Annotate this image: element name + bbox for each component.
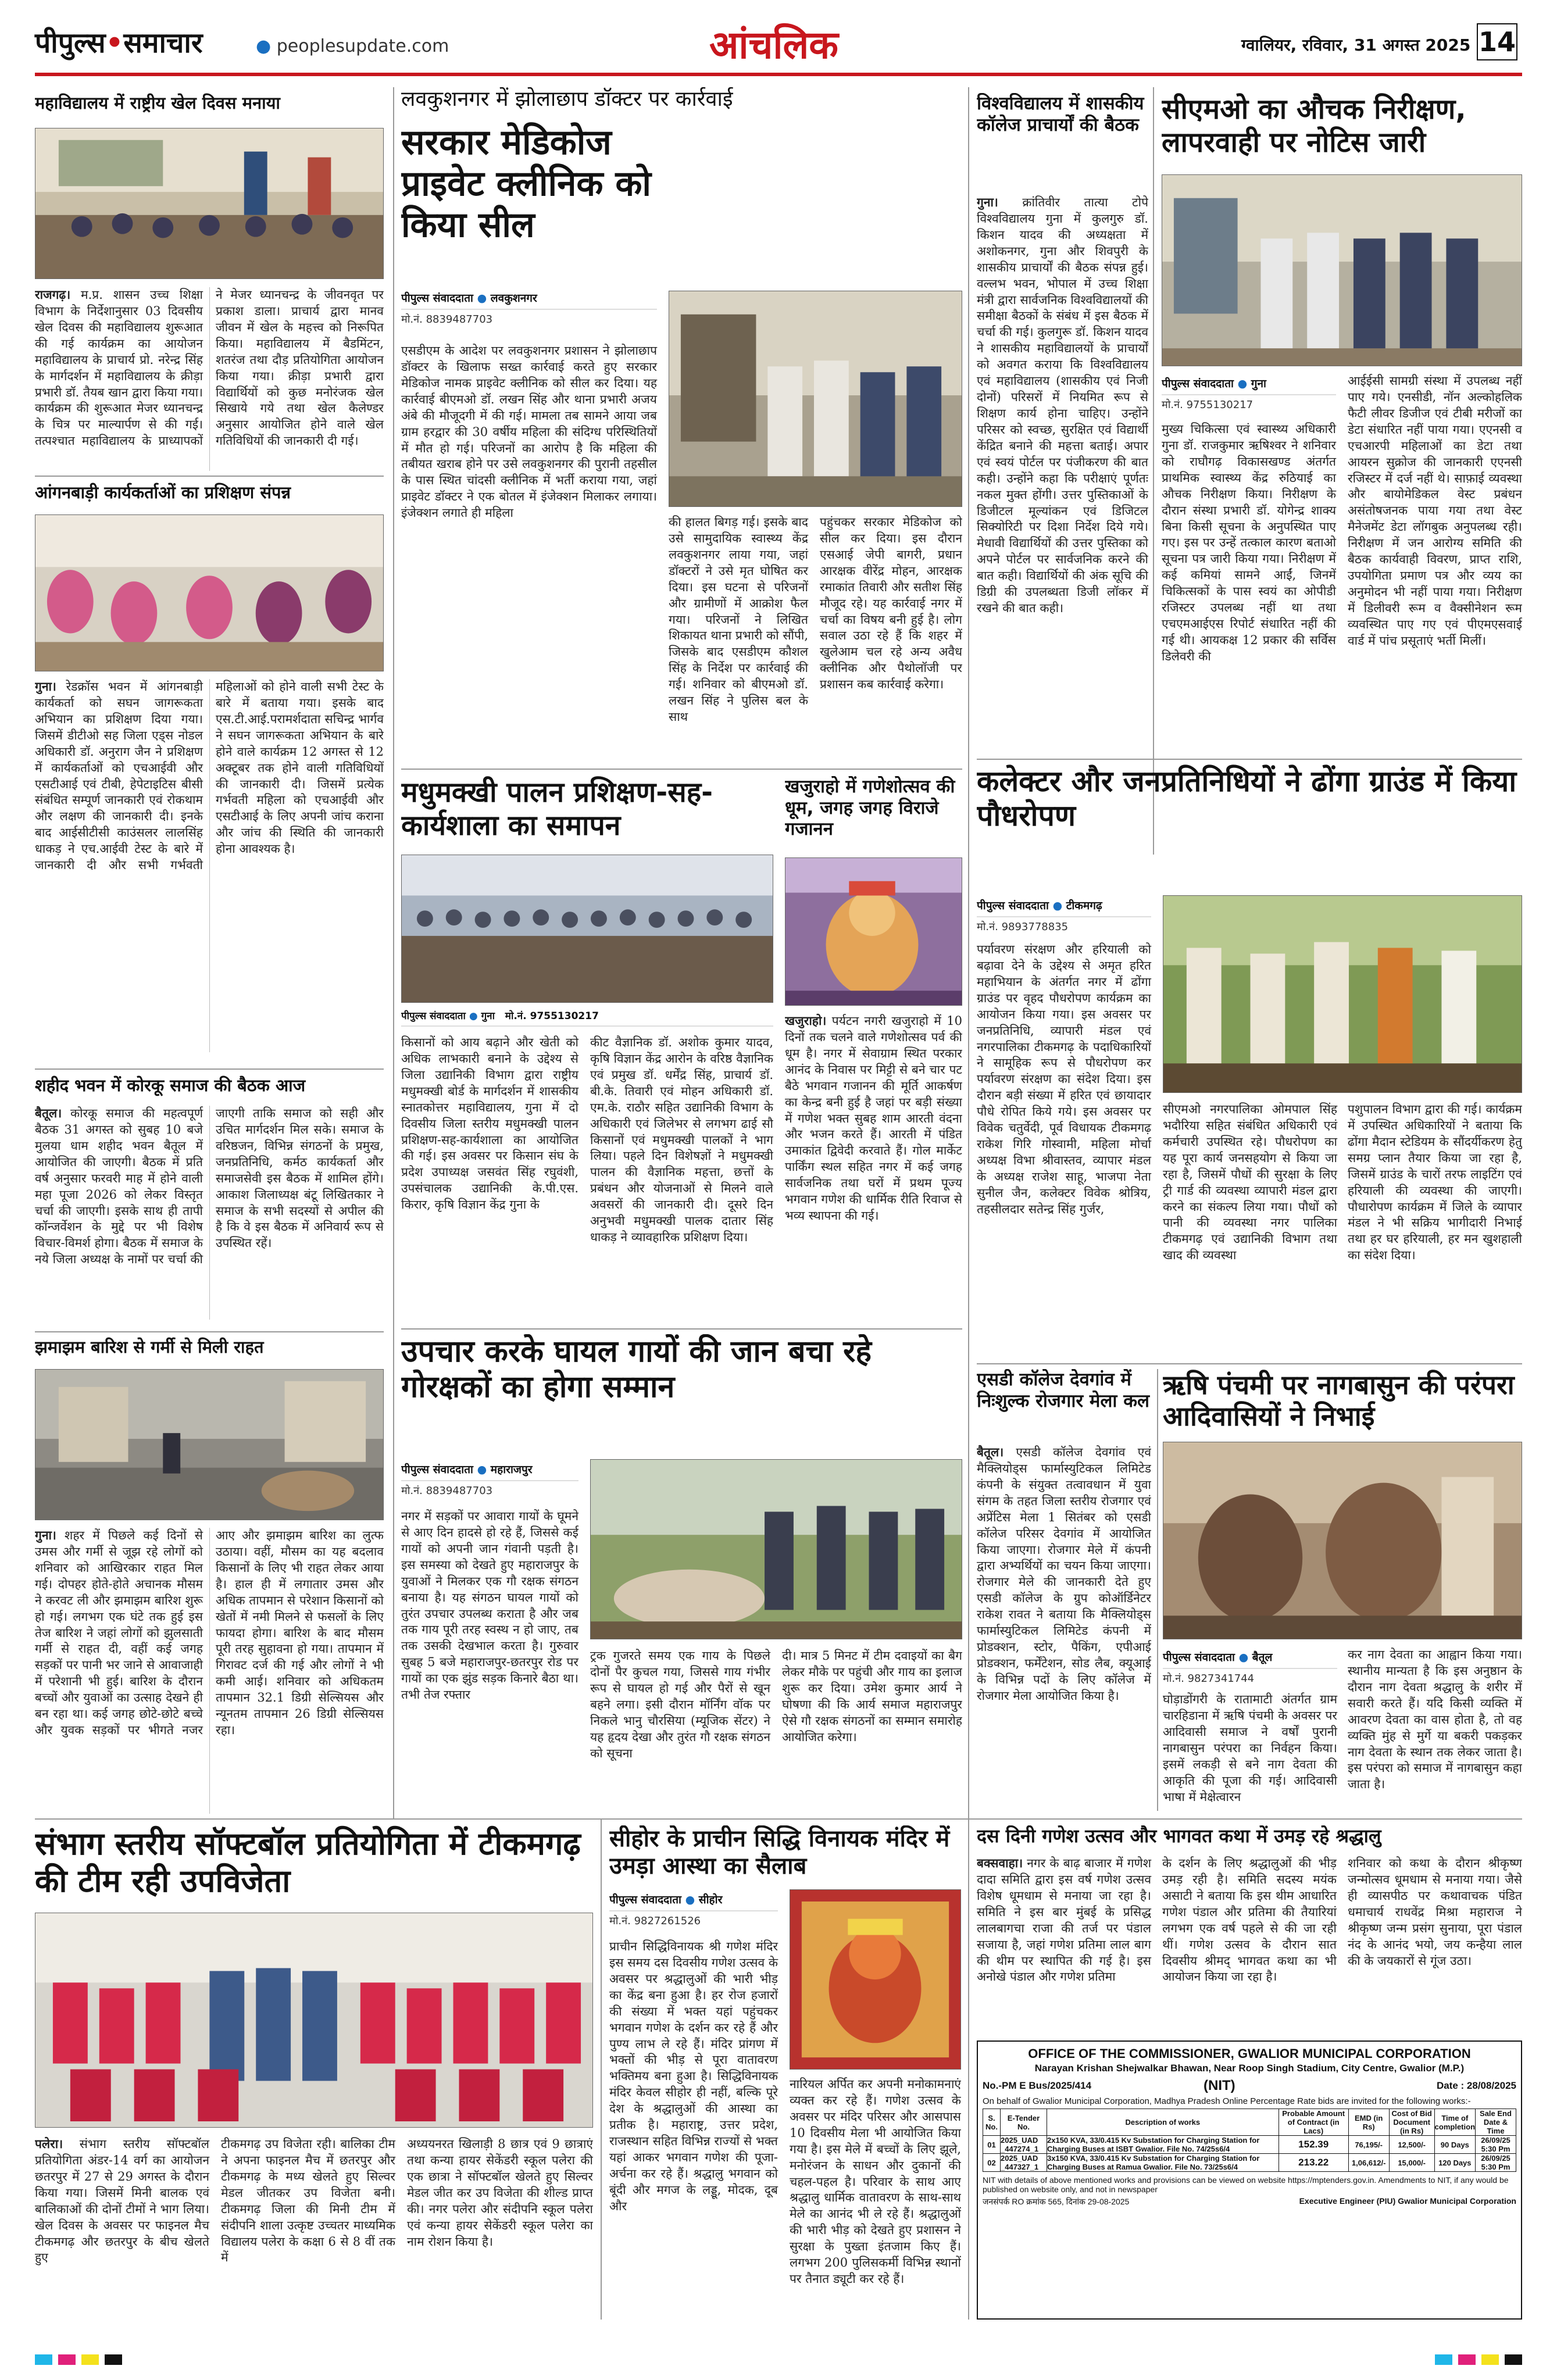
- news-photo: [1163, 895, 1522, 1093]
- article-body-col2: नारियल अर्पित कर अपनी मनोकामनाएं व्यक्त कर रहे हैं। गणेश उत्सव के अवसर पर मंदिर परिसर और आसपास 10 दिवसीय मेला भी आयोजित किया गया है। इस मेले में बच्चों के लिए झूले, मनोरंजन के साधन और दुकानों की चहल-पहल है। परिवार के साथ आए श्रद्धालु धार्मिक वातावरण के साथ-साथ मेले का आनंद भी ले रहे हैं। श्रद्धालुओं की भारी भीड़ को देखते हुए प्रशासन ने सुरक्षा के पुख्ता इंतजाम किए हैं। लगभग 200 पुलिसकर्मी विभिन्न स्थानों पर तैनात ड्यूटी कर रहे हैं।: [790, 2077, 961, 2286]
- column-divider: [601, 1820, 602, 2320]
- article-body-col2: ट्रक गुजरते समय एक गाय के पिछले दोनों पैर कुचल गया, जिससे गाय गंभीर रूप से घायल हो गई और पैरों से खून बहने लगा। इसी दौरान मॉर्निंग वॉक पर निकले भानु चौरसिया (म्यूजिक सेंटर) ने यह हृदय देखा और तुरंत गौ रक्षक संगठन को सूचना: [590, 1649, 770, 1760]
- headline[interactable]: दस दिनी गणेश उत्सव और भागवत कथा में उमड़ रहे श्रद्धालु: [977, 1825, 1381, 1847]
- article-body-col3: पशुपालन विभाग द्वारा की गई। कार्यक्रम में उपस्थित अधिकारियों ने बताया कि ढोंगा मैदान स्टेडियम के सौंदर्यीकरण हेतु समग्र प्लान तैयार किया जा रहा है, जिसमें ग्राउंड के चारों तरफ लाइटिंग एवं हरियाली की व्यवस्था की जाएगी। पौधारोपण कार्यक्रम में जिले के व्यापार मंडल ने भी सक्रिय भागीदारी निभाई तथा हर घर हरियाली, हर मन खुशहाली का संदेश दिया।: [1348, 1102, 1522, 1263]
- cyan-swatch: [35, 2354, 52, 2365]
- globe-icon: ●: [256, 36, 272, 56]
- magenta-swatch: [1458, 2354, 1476, 2365]
- tender-ro: जनसंपर्क RO क्रमांक 565, दिनांक 29-08-2025: [983, 2197, 1130, 2206]
- tender-note: NIT with details of above mentioned works and provisions can be viewed on website https://mptenders.gov.in. Amendments to NIT, if any would be published on website only, and not in newspaper: [983, 2175, 1509, 2194]
- magenta-swatch: [58, 2354, 76, 2365]
- news-photo: [790, 1889, 961, 2070]
- mobile-number: मो.नं. 9755130217: [1162, 399, 1254, 411]
- article-nagbasun-tradition: [1163, 1369, 1522, 1811]
- article-korku-meeting: [35, 1075, 384, 1320]
- black-swatch: [1505, 2354, 1522, 2365]
- cyan-swatch: [1435, 2354, 1452, 2365]
- yellow-swatch: [1481, 2354, 1499, 2365]
- tender-intro: On behalf of Gwalior Municipal Corporation, Madhya Pradesh Online Percentage Rate bids are invited for the following works:-: [983, 2096, 1471, 2106]
- tender-table: [983, 2109, 1516, 2172]
- clinic-seal-photo: [669, 291, 962, 506]
- plantation-photo: [1163, 896, 1522, 1092]
- bullet-icon: ●: [477, 1463, 487, 1476]
- health-centre-photo: [1162, 175, 1522, 366]
- article-body: गुना। शहर में पिछले कई दिनों से उमस और गर्मी से जूझ रहे लोगों को शनिवार को आखिरकार राहत मिल गई। दोपहर होते-होते अचानक मौसम ने करवट ली और झमाझम बारिश शुरू हो गई। लगभग एक घंटे तक हुई इस तेज बारिश ने जहां लोगों को झुलसाती गर्मी से राहत दी, वहीं कई जगह सड़कों पर पानी भर जाने से आवाजाही में परेशानी भी हुई। बारिश के दौरान बच्चों और युवाओं का उत्साह देखने ही बन रहा था। कई जगह छोटे-छोटे बच्चे और युवक सड़कों पर भीगते नजर आए और झमाझम बारिश का लुत्फ उठाया। वहीं, मौसम का यह बदलाव किसानों के लिए भी राहत लेकर आया है। हाल ही में लगातार उमस और अधिक तापमान से परेशान किसानों को खेतों में नमी मिलने से फसलों के लिए फायदा होगा। बारिश के बाद मौसम पूरी तरह सुहावना हो गया। तापमान में गिरावट दर्ज की गई और लोगों ने भी कमी आई। शनिवार को अधिकतम तापमान 32.1 डिग्री सेल्सियस और न्यूनतम तापमान 26 डिग्री सेल्सियस रहा।: [35, 1528, 384, 1738]
- yellow-swatch: [81, 2354, 99, 2365]
- column-divider: [393, 87, 394, 1820]
- tender-address: Narayan Krishan Shejwalkar Bhawan, Near Roop Singh Stadium, City Centre, Gwalior (M.P.): [1034, 2063, 1465, 2074]
- article-body-col2: आईईसी सामग्री संस्था में उपलब्ध नहीं पाए गये। एनसीडी, नॉन अल्कोहलिक फैटी लीवर डिजीज एवं टीबी मरीजों का डेटा संधारित नहीं पाया गया। एएनसी व एचआरपी महिलाओं का डेटा तथा आयरन सुक्रोज की जानकारी एएनसी रजिस्टर में दर्ज नहीं थे। साफ़ाई व्यवस्था और बायोमेडिकल वेस्ट प्रबंधन असंतोषजनक पाया गया तथा वेस्ट मैनेजमेंट डेटा लॉगबुक अनुपलब्ध रही। निरीक्षण में जन आरोग्य समिति की बैठक कार्यवाही विवरण, प्राप्त राशि, उपयोगिता प्रमाण पत्र और व्यय का अनुमोदन भी नहीं पाया गया। निरीक्षण में डिलीवरी रूम व वैक्सीनेशन रूम व्यवस्थित पाए गए एवं पीएमएसवाई वार्ड में पांच प्रसूताएं भर्ती मिलीं।: [1348, 374, 1522, 648]
- headline[interactable]: शहीद भवन में कोरकू समाज की बैठक आज: [35, 1075, 306, 1095]
- article-body-col2: की हालत बिगड़ गई। इसके बाद उसे सामुदायिक स्वास्थ्य केंद्र लवकुशनगर लाया गया, जहां डॉक्टरों ने उसे मृत घोषित कर दिया। इस घटना से परिजनों और ग्रामीणों में आक्रोश फैल गया। परिजनों ने लिखित शिकायत थाना प्रभारी को सौंपी, जिसके बाद एसडीएम कौशल सिंह के निर्देश पर कार्रवाई की गई। शनिवार को बीएमओ डॉ. लखन सिंह ने पुलिस बल के साथ: [669, 515, 808, 724]
- article-plantation: [977, 764, 1522, 1352]
- article-body-col2: सीएमओ नगरपालिका ओमपाल सिंह भदौरिया सहित संबंधित अधिकारी एवं कर्मचारी उपस्थित रहे। पौधरोपण का यह पूरा कार्य जनसहयोग से किया जा रहा है, जिसमें पौधों की सुरक्षा के लिए ट्री गार्ड की व्यवस्था व्यापारी मंडल द्वारा करने का संकल्प लिया गया। पौधों को पानी की व्यवस्था नगर पालिका टीकमगढ़ एवं उद्यानिकी विभाग तथा खाद की व्यवस्था: [1163, 1102, 1337, 1263]
- tender-nit: (NIT): [1204, 2078, 1235, 2093]
- cow-rescue-photo: [591, 1460, 962, 1639]
- section-title: आंचलिक: [709, 23, 838, 67]
- news-photo: [1162, 174, 1522, 366]
- column-divider: [968, 87, 969, 1820]
- headline[interactable]: विश्वविद्यालय में शासकीय कॉलेज प्राचार्यों की बैठक: [977, 93, 1144, 135]
- bullet-icon: ●: [685, 1893, 695, 1906]
- article-body: खजुराहो। पर्यटन नगरी खजुराहो में 10 दिनों तक चलने वाले गणेशोत्सव पर्व की धूम है। नगर में सेवाग्राम स्थित परकार आनंद के निवास पर मिट्टी से बने चार पट बैठे भगवान गजानन की मूर्ति आकर्षण का केन्द्र बनी हुई है जहां पर बड़ी संख्या में गणेश भक्त सुबह शाम आरती वंदना और भजन करते हैं। आरती में पंडित उमाकांत द्विवेदी करवाते हैं। गोल मार्केट पार्किंग स्थल सहित नगर में कई जगह सार्वजनिक तथा घरों में प्रथम पूज्य भगवान गणेश की धार्मिक रीति रिवाज से भव्य स्थापना की गई।: [785, 1014, 962, 1223]
- news-photo: [35, 1369, 384, 1520]
- col-emd: EMD (in Rs): [1348, 2109, 1389, 2136]
- mobile-number: मो.नं. 8839487703: [401, 313, 493, 326]
- article-body-col1: किसानों को आय बढ़ाने और खेती को अधिक लाभकारी बनाने के उद्देश्य से जिला उद्यानिकी विभाग द्वारा राष्ट्रीय मधुमक्खी बोर्ड के मार्गदर्शन में शासकीय स्नातकोत्तर महाविद्यालय, गुना में दो दिवसीय जिला स्तरीय मधुमक्खी पालन प्रशिक्षण-सह-कार्यशाला का आयोजित की गई। इस अवसर पर किसान संघ के प्रदेश उपाध्यक्ष जसवंत सिंह रघुवंशी, उपसंचालक उद्यानिकी के.पी.एस. किरार, कृषि विज्ञान केंद्र गुना के: [401, 1035, 578, 1212]
- article-softball: [35, 1825, 593, 2320]
- black-swatch: [105, 2354, 122, 2365]
- article-beekeeping: [401, 776, 773, 1317]
- news-photo: [590, 1459, 962, 1639]
- article-ganesh-bhagwat: [977, 1825, 1522, 2038]
- tender-signatory: Executive Engineer (PIU) Gwalior Municipal Corporation: [1299, 2196, 1516, 2206]
- article-cmho-inspection: [1162, 93, 1522, 744]
- article-rain-relief: [35, 1337, 384, 1814]
- website-link[interactable]: ● peoplesupdate.com: [256, 36, 449, 56]
- article-body-col1: पर्यावरण संरक्षण और हरियाली को बढ़ावा देने के उद्देश्य से अमृत हरित महाभियान के अंतर्गत नगर में ढोंगा ग्राउंड पर वृहद पौधरोपण कार्यक्रम का आयोजन किया गया। इस अवसर पर जनप्रतिनिधि, व्यापारी मंडल एवं नगरपालिका टीकमगढ़ के पदाधिकारियों ने सामूहिक रूप से पौधरोपण कर पर्यावरण संरक्षण का संदेश दिया। इस दौरान बड़ी संख्या में हरित एवं छायादार पौधे रोपित किये गये। इस अवसर पर विवेक चतुर्वेदी, पूर्व विधायक टीकमगढ़ राकेश गिरि गोस्वामी, महिला मोर्चा अध्यक्ष विभा श्रीवास्तव, व्यापार मंडल के अध्यक्ष राजेश साहू, भाजपा नेता सुनील जैन, कलेक्टर विवेक श्रोत्रिय, तहसीलदार सतेन्द्र सिंह गुर्जर,: [977, 942, 1151, 1216]
- byline: पीपुल्स संवाददाता ● टीकमगढ़: [977, 895, 1151, 917]
- col-time: Time of completion: [1434, 2109, 1475, 2136]
- article-body-col1: पलेरा। संभाग स्तरीय सॉफ्टबॉल प्रतियोगिता अंडर-14 वर्ग का आयोजन छतरपुर में 27 से 29 अगस्त के दौरान किया गया। जिसमें मिनी बालक एवं बालिकाओं की दोनों टीमों ने भाग लिया। खेल दिवस के अवसर पर फाइनल मैच टीकमगढ़ और छतरपुर के बीच खेलते हुए: [35, 2137, 209, 2265]
- byline: पीपुल्स संवाददाता ● महाराजपुर: [401, 1459, 578, 1481]
- kicker: लवकुशनगर में झोलाछाप डॉक्टर पर कार्रवाई: [401, 87, 733, 111]
- article-body-col3: दी। मात्र 5 मिनट में टीम दवाइयों का बैग लेकर मौके पर पहुंची और गाय का इलाज शुरू कर दिया। उमेश कुमार आर्य ने घोषणा की कि आर्य समाज महाराजपुर ऐसे गौ रक्षक संगठनों का सम्मान समारोह आयोजित करेगा।: [782, 1649, 962, 1744]
- table-header-row: [983, 2109, 1516, 2136]
- headline[interactable]: सीहोर के प्राचीन सिद्धि विनायक मंदिर में उमड़ा आस्था का सैलाब: [609, 1825, 950, 1880]
- training-hall-photo: [35, 515, 383, 671]
- headline[interactable]: कलेक्टर और जनप्रतिनिधियों ने ढोंगा ग्राउंड में किया पौधरोपण: [977, 764, 1517, 832]
- article-khajuraho-ganesh: [785, 776, 962, 1317]
- article-body-col3: पहुंचकर सरकार मेडिकोज को सील कर दिया। इस दौरान एसआई जेपी बागरी, प्रधान आरक्षक वीरेंद्र मोहन, आरक्षक रमाकांत तिवारी और सतीश सिंह मौजूद रहे। यह कार्रवाई नगर में चर्चा का विषय बनी हुई है। लोग सवाल उठा रहे हैं कि शहर में खुलेआम चल रहे अन्य अवैध क्लीनिक और पैथोलॉजी पर प्रशासन कब कार्रवाई करेगा।: [820, 515, 962, 692]
- news-photo: [785, 857, 962, 1006]
- headline[interactable]: झमाझम बारिश से गर्मी से मिली राहत: [35, 1337, 264, 1357]
- headline[interactable]: मधुमक्खी पालन प्रशिक्षण-सह-कार्यशाला का समापन: [401, 776, 713, 842]
- article-body-col2: कर नाग देवता का आह्वान किया गया। स्थानीय मान्यता है कि इस अनुष्ठान के दौरान नाग देवता श्रद्धालु के शरीर में सवारी करते हैं। यदि किसी व्यक्ति में आवरण देवता का वास होता है, तो वह व्यक्ति मुंह से मुर्गे या बकरी पकड़कर नाग देवता के स्थान तक लेकर जाता है। इस परंपरा को समाज में नागबासुन कहा जाता है।: [1348, 1648, 1522, 1792]
- article-body: राजगढ़। म.प्र. शासन उच्च शिक्षा विभाग के निर्देशानुसार 03 दिवसीय खेल दिवस की महाविद्यालय शुरूआत की गई कार्यक्रम का आयोजन महाविद्यालय के प्राचार्य प्रो. नरेन्द्र सिंह के मार्गदर्शन में महाविद्यालय के क्रीड़ा प्रभारी डॉ. तैयब खान द्वारा किया गया। कार्यक्रम की शुरूआत मेजर ध्यानचन्द्र के चित्र पर माल्यार्पण से की गई। तत्पश्चात महाविद्यालय के प्राध्यापकों ने मेजर ध्यानचन्द्र के जीवनवृत पर प्रकाश डाला। प्राचार्य द्वारा मानव जीवन में खेल के महत्त्व को निरूपित किया। महाविद्यालय में बैडमिंटन, शतरंज तथा दौड़ प्रतियोगिता आयोजन किया गया। क्रीड़ा प्रभारी द्वारा विद्यार्थियों को कुछ मनोरंजक खेल सिखाये गये तथा खेल कैलेण्डर अनुसार आयोजित होने वाले खेल गतिविधियों की जानकारी दी गई।: [35, 288, 384, 448]
- article-siddhi-vinayak: [609, 1825, 961, 2320]
- mobile-number: मो.नं. 8839487703: [401, 1485, 493, 1497]
- column-divider: [1153, 87, 1154, 855]
- article-body-col1: घोड़ाडोंगरी के रातामाटी अंतर्गत ग्राम चारहिडाना में ऋषि पंचमी के अवसर पर आदिवासी समाज ने वर्षों पुरानी नागबासुन परंपरा का निर्वहन किया। इसमें लकड़ी से बने नाग देवता की आकृति की पूजा की गई। आदिवासी भाषा में मेक्षेत्वारन: [1163, 1692, 1337, 1804]
- logo-part-a: पीपुल्स: [35, 27, 106, 59]
- table-row: 02 2025_UAD _447327_1 3x150 KVA, 33/0.415 Kv Substation for Charging Station for Charging Buses at Ramua Gwalior. File No. 73/25s6/4 213.22 1,06,612/- 15,000/- 120 Days 26/09/25 5:30 Pm: [983, 2154, 1516, 2172]
- article-body: गुना। रेडक्रॉस भवन में आंगनबाड़ी कार्यकर्ता को सघन जागरूकता अभियान का प्रशिक्षण दिया गया। जिसमें डीटीओ सह जिला एड्स नोडल अधिकारी डॉ. अनुराग जैन ने प्रशिक्षण में कार्यकर्ताओं को एचआईवी और एसटीआई एवं टीबी, हेपेटाइटिस बीसी संबंधित सम्पूर्ण जानकारी एवं रोकथाम और लक्षण की जानकारी दी। इनके बाद आईसीटीसी काउंसलर लालसिंह धाकड़ ने एच.आईवी टेस्ट के बारे में जानकारी दी और सभी गर्भवती महिलाओं को होने वाली सभी टेस्ट के बारे में बताया गया। इसके बाद एस.टी.आई.परामर्शदाता सचिन्द्र भार्गव ने सघन जागरूकता अभियान के बारे होने वाले कार्यक्रम 12 अगस्त से 12 अक्टूबर तक होने वाली गतिविधियों की जानकारी दी। जिसमें प्रत्येक गर्भवती महिला को एचआईवी और एसटीआई के लिए अपनी जांच कराना और जांच की स्थिति की जानकारी होना आवश्यक है।: [35, 680, 384, 873]
- bullet-icon: ●: [1238, 1651, 1249, 1664]
- col-amount: Probable Amount of Contract (in Lacs): [1279, 2109, 1348, 2136]
- article-cow-protectors: [401, 1334, 962, 1811]
- byline: पीपुल्स संवाददाता ● बैतूल: [1163, 1647, 1337, 1669]
- headline[interactable]: सरकार मेडिकोज प्राइवेट क्लीनिक को किया सील: [401, 122, 651, 245]
- bullet-icon: ●: [469, 1010, 478, 1022]
- dateline: ग्वालियर, रविवार, 31 अगस्त 2025: [1241, 35, 1471, 55]
- masthead: [0, 0, 1557, 76]
- team-photo: [35, 1913, 592, 2127]
- headline[interactable]: सीएमओ का औचक निरीक्षण, लापरवाही पर नोटिस जारी: [1162, 93, 1466, 159]
- article-body-col2: कीट वैज्ञानिक डॉ. अशोक कुमार यादव, कृषि विज्ञान केंद्र आरोन के वरिष्ठ वैज्ञानिक एवं प्रमुख डॉ. धर्मेंद्र सिंह, प्राचार्य डॉ. बी.के. तिवारी एवं मोहन अधिकारी डॉ. एम.के. राठौर सहित उद्यानिकी विभाग के अधिकारी एवं जिलेभर से लगभग ढाई सौ किसानों एवं मधुमक्खी पालकों ने भाग लिया। पहले दिन विशेषज्ञों ने मधुमक्खी पालन की वैज्ञानिक महत्ता, छत्तों के प्रबंधन और योजनाओं से मिलने वाले अवसरों की जानकारी दी। दूसरे दिन अनुभवी मधुमक्खी पालक दातार सिंह धाकड़ ने व्यावहारिक प्रशिक्षण दिया।: [590, 1035, 773, 1245]
- byline-strip: पीपुल्स संवाददाता ● गुना मो.नं. 9755130217: [401, 1006, 773, 1027]
- mobile-number: मो.नं. 9827341744: [1163, 1673, 1255, 1685]
- masthead-rule: [35, 73, 1522, 76]
- byline: पीपुल्स संवाददाता ● गुना: [1162, 373, 1336, 395]
- news-photo: [35, 1913, 593, 2128]
- article-body-col1: प्राचीन सिद्धिविनायक श्री गणेश मंदिर इस समय दस दिवसीय गणेश उत्सव के अवसर पर श्रद्धालुओं की भारी भीड़ का केंद्र बना हुआ है। हर रोज हजारों की संख्या में भक्त यहां पहुंचकर भगवान गणेश के दर्शन कर रहे हैं और पुण्य लाभ ले रहे हैं। मंदिर प्रांगण में भक्तों की भीड़ से पूरा वातावरण भक्तिमय बना हुआ है। सिद्धिविनायक मंदिर केवल सीहोर ही नहीं, बल्कि पूरे देश के श्रद्धालुओं की आस्था का प्रतीक है। महाराष्ट्र, उत्तर प्रदेश, राजस्थान सहित विभिन्न राज्यों से भक्त यहां आकर भगवान गणेश की पूजा-अर्चना कर रहे हैं। श्रद्धालु भगवान को बूंदी और मगज के लड्डू, मोदक, दूब और: [609, 1939, 778, 2213]
- headline[interactable]: संभाग स्तरीय सॉफ्टबॉल प्रतियोगिता में टीकमगढ़ की टीम रही उपविजेता: [35, 1825, 581, 1899]
- column-divider: [968, 1820, 969, 2320]
- article-sports-day: [35, 93, 384, 471]
- news-photo: [1163, 1442, 1522, 1639]
- news-photo: [35, 128, 384, 279]
- col-cost: Cost of Bid Document (in Rs): [1389, 2109, 1434, 2136]
- col-sale: Sale End Date & Time: [1476, 2109, 1516, 2136]
- byline: पीपुल्स संवाददाता ● सीहोर: [609, 1889, 778, 1911]
- bullet-icon: ●: [1052, 899, 1063, 912]
- table-row: 01 2025_UAD _447274_1 2x150 KVA, 33/0.415 Kv Substation for Charging Station for Charging Buses at ISBT Gwalior. File No. 74/25s6/4 152.39 76,195/- 12,500/- 90 Days 26/09/25 5:30 Pm: [983, 2136, 1516, 2154]
- classroom-photo: [35, 128, 383, 278]
- mobile-number: मो.नं. 9893778835: [977, 921, 1069, 933]
- tender-notice: [977, 2040, 1522, 2320]
- tender-office: OFFICE OF THE COMMISSIONER, GWALIOR MUNICIPAL CORPORATION: [1028, 2046, 1471, 2061]
- article-body-col1: एसडीएम के आदेश पर लवकुशनगर प्रशासन ने झोलाछाप डॉक्टर के खिलाफ सख्त कार्रवाई करते हुए सरकार मेडिकोज नामक प्राइवेट क्लीनिक को सील कर दिया। यह कार्रवाई बीएमओ डॉ. लखन सिंह और थाना प्रभारी अजय अंबे की मौजूदगी में की गई। मामला तब सामने आया जब ग्राम हरद्वार की 30 वर्षीय महिला की संदिग्ध परिस्थितियों में मौत हो गई। परिजनों का आरोप है कि महिला की तबीयत खराब होने पर उसे लवकुशनगर की पुरानी तहसील के पास स्थित चांदसी क्लीनिक में भर्ती कराया गया, जहां प्राइवेट डॉक्टर ने एक बोतल में इंजेक्शन मिलाकर लगाया। इंजेक्शन लगाते ही महिला: [401, 344, 657, 520]
- headline[interactable]: आंगनबाड़ी कार्यकर्ताओं का प्रशिक्षण संपन्न: [35, 483, 291, 502]
- article-clinic-sealed: [401, 87, 962, 732]
- bullet-icon: ●: [1237, 377, 1248, 390]
- article-body-col1: मुख्य चिकित्सा एवं स्वास्थ्य अधिकारी गुना डॉ. राजकुमार ऋषिश्वर ने शनिवार को राघौगढ़ विकासखण्ड अंतर्गत प्राथमिक स्वास्थ्य केंद्र रुठियाई का औचक निरीक्षण किया। निरीक्षण के दौरान संस्था प्रभारी डॉ. योगेन्द्र शाक्य बिना किसी सूचना के अनुपस्थित पाए गए। इस पर उन्हें तत्काल कारण बताओ सूचना पत्र जारी किया गया। निरीक्षण में कई कमियां सामने आईं, जिनमें चिकित्सकों के पास स्वयं का ओपीडी रजिस्टर उपलब्ध नहीं था तथा एचएमआईएस रिपोर्ट संधारित नहीं की गई थी। आयकक्ष 12 प्रकार की सर्विस डिलेवरी की: [1162, 422, 1336, 663]
- article-body-col2: टीकमगढ़ उप विजेता रही। बालिका टीम ने अपना फाइनल मैच में छतरपुर और टीकमगढ़ के मध्य खेलते हुए सिल्वर मेडल जीतकर उप विजेता बनी। टीकमगढ़ जिला की मिनी टीम में संदीपनि शाला उत्कृष्ट उच्चतर माध्यमिक विद्यालय पलेरा के कक्षा 6 से 8 वीं तक में: [221, 2137, 395, 2265]
- ganesh-idol-photo: [785, 858, 962, 1005]
- logo-part-b: समाचार: [123, 27, 203, 59]
- col-etender: E-Tender No.: [1001, 2109, 1047, 2136]
- rain-street-photo: [35, 1370, 383, 1520]
- tender-date: Date : 28/08/2025: [1436, 2080, 1516, 2091]
- mobile-number: मो.नं. 9827261526: [609, 1915, 701, 1927]
- news-photo: [35, 514, 384, 671]
- ganesh-temple-photo: [790, 1890, 960, 2069]
- article-body-col1: नगर में सड़कों पर आवारा गायों के घूमने से आए दिन हादसे हो रहे हैं, जिससे कई गायों को अपनी जान गंवानी पड़ती है। इस समस्या को देखते हुए महाराजपुर के युवाओं ने मिलकर एक गौ रक्षक संगठन बनाया है। यह संगठन घायल गायों को तुरंत उपचार उपलब्ध कराता है और जब तक गाय पूरी तरह स्वस्थ न हो जाए, तब तक उसकी देखभाल करता है। गुरुवार सुबह 5 बजे महाराजपुर-छतरपुर रोड पर गायों का एक झुंड सड़क किनारे बैठा था। तभी तेज रफ्तार: [401, 1509, 578, 1702]
- article-body-col2: के दर्शन के लिए श्रद्धालुओं की भीड़ उमड़ रही है। समिति सदस्य मयंक असाटी ने बताया कि इस थीम आधारित गणेश पंडाल और प्रतिमा की तैयारियां लगभग एक वर्ष पहले से की जा रही थीं। गणेश उत्सव के दौरान सात दिवसीय श्रीमद् भागवत कथा का भी आयोजन किया जा रहा है।: [1162, 1856, 1337, 1984]
- headline[interactable]: उपचार करके घायल गायों की जान बचा रहे गोरक्षकों का होगा सम्मान: [401, 1334, 872, 1405]
- news-photo: [401, 855, 773, 1003]
- article-job-fair: [977, 1369, 1151, 1811]
- headline[interactable]: एसडी कॉलेज देवगांव में निःशुल्क रोजगार मेला कल: [977, 1369, 1150, 1411]
- article-anganwadi-training: [35, 483, 384, 1052]
- registration-marks: [35, 2354, 1522, 2366]
- article-body-col3: शनिवार को कथा के दौरान श्रीकृष्ण जन्मोत्सव धूमधाम से मनाया गया। जैसे ही व्यासपीठ पर कथावाचक पंडित धमाचार्य राधवेंद्र मिश्रा महाराज ने श्रीकृष्ण जन्म प्रसंग सुनाया, पूरा पंडाल नंद के आनंद भयो, जय कन्हैया लाल की के जयकारों से गूंज उठा।: [1348, 1856, 1522, 1968]
- article-body: बैतूल। एसडी कॉलेज देवगांव एवं मैक्लियोड्स फार्मास्युटिकल लिमिटेड कंपनी के संयुक्त तत्वावधान में युवा संगम के तहत जिला स्तरीय रोजगार एवं अप्रेंटिस मेला 1 सितंबर को एसडी कॉलेज परिसर देवगांव में आयोजित किया जाएगा। रोजगार मेले में कंपनी द्वारा अभ्यर्थियों का चयन किया जाएगा। रोजगार मेले की जानकारी देते हुए एसडी कॉलेज के ग्रुप कोऑर्डिनेटर राकेश रावत ने बताया कि मैक्लियोड्स फार्मास्युटिकल लिमिटेड कंपनी में प्रोडक्शन, स्टोर, पैकिंग, एपीआई प्रोडक्शन, फर्मेंटेशन, सोड लैब, क्यूआई के विभिन्न पदों के लिए कॉलेज में रोजगार मेला आयोजित किया है।: [977, 1445, 1151, 1703]
- tender-number: No.-PM E Bus/2025/414: [983, 2080, 1092, 2091]
- page-number: 14: [1477, 23, 1517, 60]
- headline[interactable]: महाविद्यालय में राष्ट्रीय खेल दिवस मनाया: [35, 93, 280, 113]
- article-university-meeting: [977, 93, 1148, 843]
- article-body-col3: अध्ययनरत खिलाड़ी 8 छात्र एवं 9 छात्राएं तथा कन्या हायर सेकेंडरी स्कूल पलेरा की एक छात्रा ने सॉफ्टबॉल खेलते हुए सिल्वर मेडल जीत कर उप विजेता की शील्ड प्राप्त की। नगर पलेरा और संदीपनि स्कूल पलेरा एवं कन्या हायर सेकेंडरी स्कूल पलेरा का नाम रोशन किया है।: [407, 2137, 593, 2249]
- headline[interactable]: ऋषि पंचमी पर नागबासुन की परंपरा आदिवासियों ने निभाई: [1163, 1369, 1515, 1432]
- article-body: गुना। क्रांतिवीर तात्या टोपे विश्वविद्यालय गुना में कुलगुरु डॉ. किशन यादव की अध्यक्षता में अशोकनगर, गुना और शिवपुरी के शासकीय प्राचार्यों की बैठक संपन्न हुई। वल्लभ भवन, भोपाल में उच्च शिक्षा मंत्री द्वारा सार्वजनिक विश्वविद्यालयों की समीक्षा बैठकों के संबंध में इस बैठक में चर्चा की गई। कुलगुरू डॉ. किशन यादव ने शासकीय महाविद्यालयों के प्राचार्यों को अवगत कराया कि विश्वविद्यालय एवं महाविद्यालय (शासकीय एवं निजी दोनों) परिसरों में नियमित रूप से शिक्षण कार्य होना चाहिए। उन्होंने परिसर को स्वच्छ, सुरक्षित एवं विद्यार्थी केंद्रित बनाने की महत्ता बताई। अपार एवं स्वयं पोर्टल पर पंजीकरण की बात कही। उन्होंने कहा कि परीक्षाएं पूर्णतः नकल मुक्त होंगी। उत्तर पुस्तिकाओं के डिजीटल मूल्यांकन एवं डिजिटल सिक्योरिटी पर दिशा निर्देश दिये गये। मेधावी विद्यार्थियों की उत्तर पुस्तिका को अपने पोर्टल पर सार्वजनिक करने की बात कही। विद्यार्थियों की अंक सूचि की डिग्री की उपलब्धता डिजी लॉकर में रखने की बात कही।: [977, 195, 1148, 616]
- col-sno: S. No.: [983, 2109, 1001, 2136]
- article-body: बैतूल। कोरकू समाज की महत्वपूर्ण बैठक 31 अगस्त को सुबह 10 बजे मुलया धाम शहीद भवन बैतूल में आयोजित की जाएगी। बैठक में प्रति वर्ष अनुसार फरवरी माह में होने वाली महा पूजा 2026 को लेकर विस्तृत चर्चा की जाएगी। इसके साथ ही तापी कॉन्जर्वेशन के मुद्दे पर भी विशेष विचार-विमर्श होगा। बैठक में समाज के नये जिला अध्यक्ष के नामों पर चर्चा की जाएगी ताकि समाज को सही और उचित मार्गदर्शन मिल सके। समाज के वरिष्ठजन, विभिन्न संगठनों के प्रमुख, जनप्रतिनिधि, कर्मठ कार्यकर्ता और समाजसेवी इस बैठक में शामिल होंगे। आकाश जिलाध्यक्ष बंटू लिखितकार ने समाज के सभी सदस्यों से अपील की है कि वे इस बैठक में अनिवार्य रूप से उपस्थित रहें।: [35, 1106, 384, 1267]
- masthead-logo[interactable]: [35, 23, 202, 61]
- col-description: Description of works: [1047, 2109, 1279, 2136]
- logo-dot: •: [105, 27, 124, 59]
- workshop-audience-photo: [402, 855, 773, 1002]
- tribal-ritual-photo: [1163, 1442, 1522, 1639]
- news-photo: [669, 291, 962, 507]
- article-body-col1: बक्सवाहा। नगर के बाढ़ बाजार में गणेश दादा समिति द्वारा इस वर्ष गणेश उत्सव विशेष धूमधाम से मनाया जा रहा है। समिति ने इस बार मुंबई के प्रसिद्ध लालबागचा राजा की तर्ज पर पंडाल सजाया है, जहां गणेश प्रतिमा लाल बाग की थीम पर स्थापित की गई है। इस अनोखे पंडाल और गणेश प्रतिमा: [977, 1856, 1151, 1984]
- bullet-icon: ●: [477, 292, 487, 305]
- headline[interactable]: खजुराहो में गणेशोत्सव की धूम, जगह जगह विराजे गजानन: [785, 776, 955, 840]
- byline: पीपुल्स संवाददाता ● लवकुशनगर: [401, 288, 657, 310]
